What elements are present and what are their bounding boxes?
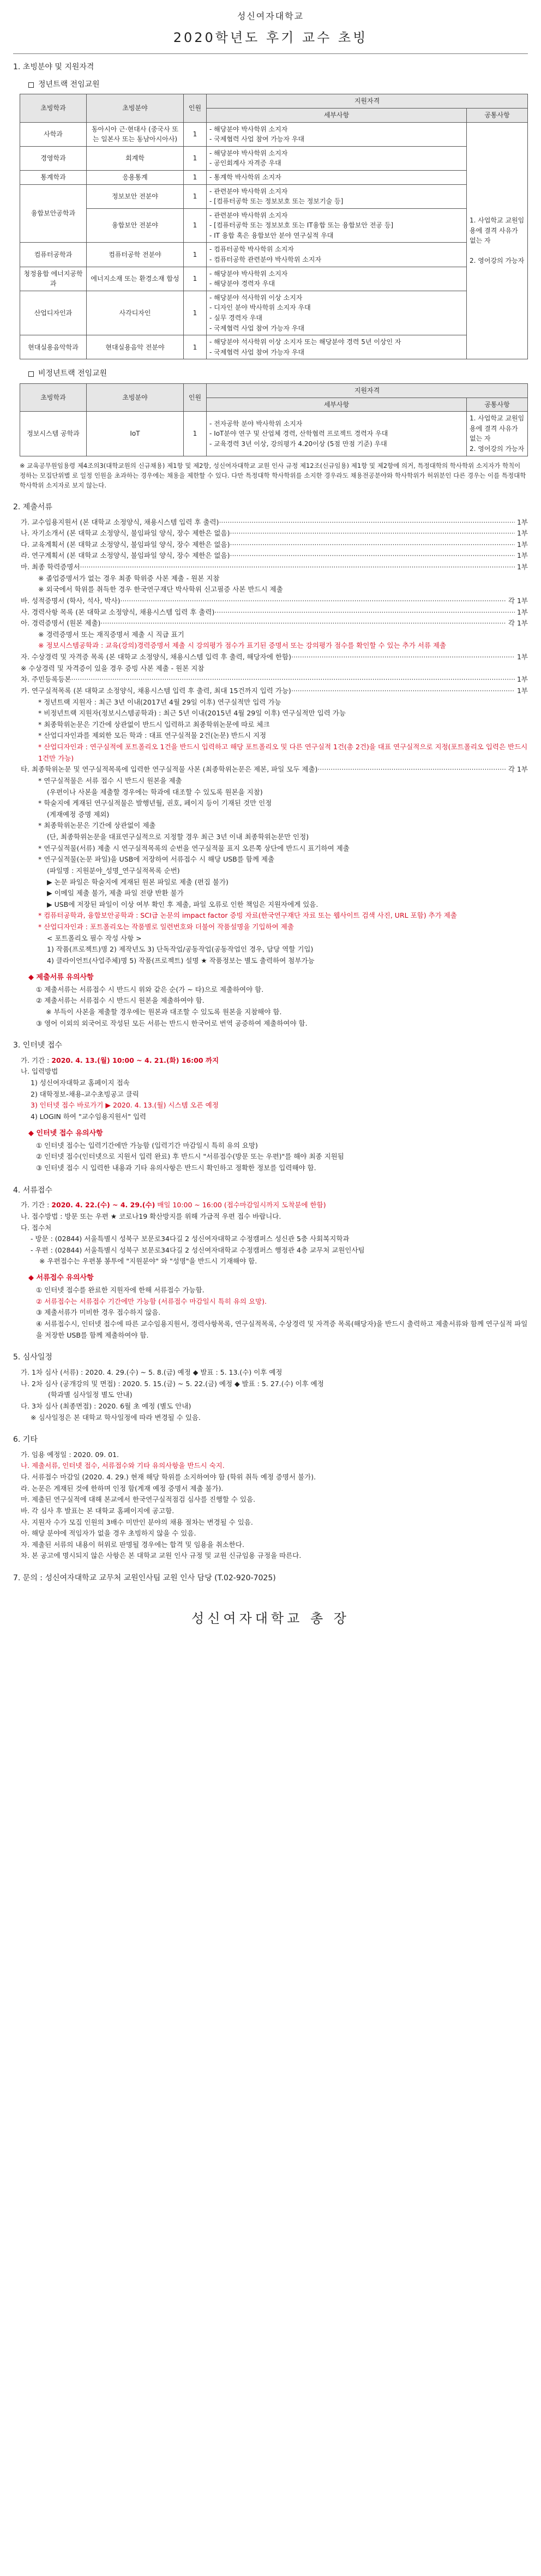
- square-bullet-icon: [28, 82, 34, 88]
- place-line: - 우편 : (02844) 서울특별시 성북구 보문로34다길 2 성신여자대학교 수정캠퍼스 행정관 4층 교무처 교원인사팀: [31, 1245, 365, 1254]
- document-note: 1) 작품(프로젝트)명 2) 제작년도 3) 단독작업/공동작업(공동작업인 경우, 담당 역할 기입): [47, 945, 314, 954]
- document-item-label: 다. 교육계획서 (본 대학교 소정양식, 불임파일 양식, 장수 제한은 없음): [21, 540, 230, 549]
- notice-line: ② 인터넷 접수(인터넷으로 지원서 입력 완료) 후 반드시 "서류접수(방문 또는 우편)"를 해야 최종 지원됨: [36, 1152, 344, 1161]
- cell-dept: 산업디자인과: [20, 291, 87, 335]
- req-item: - 해당분야 박사학위 소지자: [209, 124, 464, 135]
- document-item-count: 각 1부: [508, 765, 528, 774]
- document-item-label: 가. 교수임용지원서 (본 대학교 소정양식, 채용시스템 입력 후 출력): [21, 517, 219, 526]
- reqs-list: [209, 172, 464, 183]
- document-note: * 학술지에 게재된 연구실적물은 발행년월, 권호, 페이지 등이 기재된 것만 인정: [38, 799, 272, 808]
- th-common: 공통사항: [467, 108, 528, 122]
- online-period-value: 2020. 4. 13.(월) 10:00 ~ 4. 21.(화) 16:00 까지: [51, 1056, 219, 1064]
- step-line: 3) 인터넷 접수 바로가기 ▶ 2020. 4. 13.(월) 시스템 오픈 예정: [31, 1101, 219, 1110]
- document-item-label: 마. 최종 학력증명서: [21, 563, 80, 571]
- title-divider: [13, 53, 528, 54]
- leader-dots: [71, 674, 514, 685]
- step-line: 4) LOGIN 하여 "교수임용지원서" 입력: [31, 1112, 147, 1121]
- misc-line: 아. 해당 분야에 적임자가 없을 경우 초빙하지 않을 수 있음.: [21, 1529, 196, 1538]
- document-note: * 연구실적물(논문 파일)을 USB에 저장하여 서류접수 시 해당 USB를 함께 제출: [38, 855, 275, 864]
- document-item: [21, 550, 528, 562]
- cell-num: 1: [184, 208, 207, 243]
- document-note: ※ 경력증명서 또는 재직증명서 제출 시 직급 표기: [38, 630, 184, 639]
- leader-dots: [291, 685, 515, 697]
- notice-line: ③ 제출서류가 미비한 경우 접수하지 않음.: [36, 1308, 161, 1317]
- document-note: * 최종학위논문은 기간에 상관없이 제출: [38, 821, 156, 830]
- req-item: - [컴퓨터공학 또는 정보보호 또는 정보기술 등]: [209, 196, 464, 207]
- table-row: [20, 184, 528, 208]
- cell-dept: 현대실용음악학과: [20, 335, 87, 359]
- th-qual: 지원자격: [207, 94, 528, 109]
- document-note: (우편이나 사본을 제출할 경우에는 학과에 대조할 수 있도록 원본을 지참): [47, 787, 263, 796]
- document-note: * 비정년트랙 지원자(정보시스템공학과) : 최근 5년 이내(2015년 4월 29일 이후) 연구실적만 입력 가능: [38, 709, 346, 718]
- step-line: 1) 성신여자대학교 홈페이지 접속: [31, 1079, 130, 1087]
- track2-table: [20, 383, 528, 456]
- document-item-label: 카. 연구실적목록 (본 대학교 소정양식, 채용시스템 입력 후 출력, 최대 15건까지 입력 가능): [21, 686, 291, 695]
- document-item: [21, 539, 528, 551]
- req-item: - 컴퓨터공학 박사학위 소지자: [209, 244, 464, 255]
- document-item-count: 1부: [516, 675, 528, 684]
- doc-notice-title: ◆ 서류접수 유의사항: [28, 1274, 94, 1283]
- doc-period-value: 2020. 4. 22.(수) ~ 4. 29.(수): [51, 1201, 155, 1209]
- reqs-list: [209, 419, 464, 449]
- cell-reqs: [207, 267, 467, 291]
- reqs-list: [209, 337, 464, 357]
- misc-line: 가. 임용 예정일 : 2020. 09. 01.: [21, 1450, 119, 1459]
- place-line: ※ 우편접수는 우편봉 봉투에 "지원분야" 와 "성명"을 반드시 기재해야 함.: [39, 1257, 257, 1266]
- cell-field: 현대실용음악 전분야: [87, 335, 184, 359]
- document-item-count: 각 1부: [508, 596, 528, 605]
- university-name: 성신여자대학교: [237, 11, 304, 21]
- document-note: * 산업디자인과를 제외한 모든 학과 : 대표 연구실적물 2건(논문) 반드시 지정: [38, 731, 267, 740]
- document-note: * 연구실적물(서류) 제출 시 연구실적목록의 순번을 연구실적물 표지 오른쪽 상단에 반드시 표기하여 제출: [38, 844, 350, 852]
- reqs-list: [209, 186, 464, 207]
- hiring-limit-footnote: ※ 교육공무원임용령 제4조의3(대학교원의 신규채용) 제1항 및 제2항, 성신여자대학교 교원 인사 규정 제12조(신규임용) 제1항 및 제2항에 의거, 특정대학의 학사학위 소지자가 학칙이 정하는 모집단위별 로 일정 인원을 초과하는 경우에는 채용을 제한할 수 있다. 다만 특정대학 학사학위를 소지한 경우라도 채용전공분야와 학사학위가 허위분인 다른 경우는 이를 특정대학 학사학위 소지자로 보지 않는다.: [20, 461, 526, 490]
- cell-field: IoT: [87, 412, 184, 456]
- section-7-contact: 7. 문의 : 성신여자대학교 교무처 교원인사팀 교원 인사 담당 (T.02-920-7025): [13, 1574, 276, 1583]
- notice-line: ② 서류접수는 서류접수 기간에만 가능함 (서류접수 마감일시 특히 유의 요망).: [36, 1297, 267, 1305]
- cell-dept: 융합보안공학과: [20, 184, 87, 243]
- document-item: [21, 595, 528, 607]
- track2-heading: [28, 368, 528, 380]
- document-note: * 산업디자인과 : 포트폴리오는 작품별로 일련번호와 더불어 작품설명을 기입하여 제출: [38, 923, 294, 931]
- reqs-list: [209, 293, 464, 333]
- cell-common: 1. 사업학교 교원임용에 결격 사유가 없는 자 2. 영어강의 가능자: [467, 122, 528, 359]
- th-field: 초빙분야: [87, 384, 184, 412]
- document-item: [21, 652, 528, 663]
- leader-dots: [120, 595, 506, 607]
- cell-num: 1: [184, 335, 207, 359]
- document-note: (단, 최종학위논문을 대표연구실적으로 지정할 경우 최근 3년 이내 최종학위논문만 인정): [47, 833, 309, 841]
- president-signature: 성신여자대학교 총 장: [191, 1610, 350, 1626]
- leader-dots: [214, 607, 515, 618]
- document-notice: [28, 972, 528, 1030]
- square-bullet-icon: [28, 371, 34, 377]
- req-item: - 디자인 분야 박사학위 소지자 우대: [209, 303, 464, 313]
- document-note: * 연구실적물은 서류 접수 시 반드시 원본을 제출: [38, 776, 182, 785]
- reqs-list: [209, 148, 464, 168]
- misc-line: 차. 본 공고에 명시되지 않은 사항은 본 대학교 교원 인사 규정 및 교원 신규임용 규정을 따른다.: [21, 1551, 302, 1560]
- req-item: - 실무 경력자 우대: [209, 313, 464, 323]
- notice-line: ① 제출서류는 서류접수 시 반드시 위와 같은 순(가 ~ 타)으로 제출하여야 함.: [36, 985, 264, 994]
- cell-num: 1: [184, 243, 207, 267]
- document-item-label: 라. 연구계획서 (본 대학교 소정양식, 불임파일 양식, 장수 제한은 없음): [21, 551, 230, 560]
- document-note: * 컴퓨터공학과, 융합보안공학과 : SCI급 논문의 impact factor 증빙 자료(한국연구재단 자료 또는 웹사이트 검색 사진, URL 포함) 추가 제출: [38, 911, 457, 920]
- th-dept: 초빙학과: [20, 94, 87, 122]
- document-note: ▶ 이메일 제출 불가, 제출 파일 전량 반환 불가: [47, 889, 184, 898]
- document-note: ▶ USB에 저장된 파일이 이상 여부 확인 후 제출, 파일 오류로 인한 책임은 지원자에게 있음.: [47, 900, 318, 908]
- leader-dots: [230, 528, 515, 539]
- track1-table-wrap: [20, 94, 528, 359]
- misc-line: 마. 제출된 연구실적에 대해 본교에서 한국연구실적점검 심사를 진행할 수 있음.: [21, 1495, 256, 1504]
- document-item: [21, 517, 528, 528]
- document-item-count: 1부: [516, 529, 528, 538]
- cell-reqs: [207, 208, 467, 243]
- doc-notice: [28, 1273, 528, 1341]
- cell-dept: 통계학과: [20, 170, 87, 184]
- cell-num: 1: [184, 146, 207, 170]
- track1-table: [20, 94, 528, 359]
- cell-dept: 사학과: [20, 122, 87, 146]
- cell-dept: 정보시스템 공학과: [20, 412, 87, 456]
- th-basic: 세부사항: [207, 398, 467, 412]
- notice-line: ④ 서류접수시, 인터넷 접수에 따른 교수임용지원서, 경력사항목록, 연구실적목록, 수상경력 및 자격증 목록(해당자)을 반드시 출력하고 제출서류와 함께 연구실적 파일을 저장한 USB를 함께 제출하여야 함.: [36, 1320, 528, 1339]
- online-method: 나. 입력방법: [21, 1067, 58, 1076]
- document-item-label: 사. 경력사항 목록 (본 대학교 소정양식, 채용시스템 입력 후 출력): [21, 607, 215, 616]
- document-note: ※ 졸업증명서가 없는 경우 최종 학위증 사본 제출 - 원본 지참: [38, 574, 220, 582]
- cell-reqs: [207, 335, 467, 359]
- schedule-line: 나. 2차 심사 (공개강의 및 면접) : 2020. 5. 15.(금) ~ 5. 22.(금) 예정 ◆ 발표 : 5. 27.(수) 이후 예정: [21, 1379, 324, 1388]
- section-4-heading: 4. 서류접수: [13, 1185, 52, 1195]
- table-row: [20, 146, 528, 170]
- req-item: - 해당분야 박사학위 소지자: [209, 148, 464, 159]
- cell-reqs: [207, 291, 467, 335]
- req-item: - 국제협력 사업 참여 가능자 우대: [209, 134, 464, 145]
- cell-reqs: [207, 243, 467, 267]
- document-item-label: 아. 경력증명서 (원본 제출): [21, 619, 101, 628]
- document-note: ▶ 논문 파일은 학술지에 게재된 원본 파일로 제출 (편집 불가): [47, 877, 229, 886]
- track2-table-wrap: [20, 383, 528, 456]
- req-item: - 관련분야 박사학위 소지자: [209, 210, 464, 221]
- cell-num: 1: [184, 291, 207, 335]
- req-item: - [컴퓨터공학 또는 정보보호 또는 IT융합 또는 융합보안 전공 등]: [209, 220, 464, 231]
- leader-dots: [230, 539, 515, 551]
- document-notice-title: ◆ 제출서류 유의사항: [28, 973, 94, 982]
- document-note: < 포트폴리오 필수 작성 사항 >: [47, 934, 142, 942]
- misc-line: 다. 서류접수 마감일 (2020. 4. 29.) 현재 해당 학위를 소지하여야 함 (학위 취득 예정 증명서 불가).: [21, 1473, 316, 1482]
- reqs-list: [209, 244, 464, 264]
- online-notice-title: ◆ 인터넷 접수 유의사항: [28, 1129, 103, 1137]
- req-item: - 해당분야 석사학위 이상 소지자: [209, 293, 464, 303]
- cell-common: 1. 사업학교 교원임용에 결격 사유가 없는 자 2. 영어강의 가능자: [467, 412, 528, 456]
- schedule-line: 가. 1차 심사 (서류) : 2020. 4. 29.(수) ~ 5. 8.(금) 예정 ◆ 발표 : 5. 13.(수) 이후 예정: [21, 1368, 282, 1377]
- document-note: * 최종학위논문은 기간에 상관없이 반드시 입력하고 최종학위논문에 따로 체크: [38, 720, 270, 729]
- doc-method: 나. 접수방법 : 방문 또는 우편 ★ 코로나19 확산방지를 위해 가급적 우편 접수 바랍니다.: [21, 1212, 281, 1220]
- document-item-label: 바. 성적증명서 (학사, 석사, 박사): [21, 596, 121, 605]
- req-item: - 해당분야 박사학위 소지자: [209, 269, 464, 279]
- th-basic: 세부사항: [207, 108, 467, 122]
- document-item-count: 1부: [516, 517, 528, 526]
- document-list: [21, 517, 528, 967]
- req-item: - 통계학 박사학위 소지자: [209, 172, 464, 183]
- schedule-line: 다. 3차 심사 (최종면접) : 2020. 6월 초 예정 (별도 안내): [21, 1401, 191, 1410]
- leader-dots: [219, 517, 515, 528]
- cell-num: 1: [184, 412, 207, 456]
- cell-reqs: [207, 184, 467, 208]
- track1-heading: [28, 79, 528, 91]
- document-item-label: 나. 자기소개서 (본 대학교 소정양식, 불임파일 양식, 장수 제한은 없음): [21, 529, 230, 538]
- section-3-heading: 3. 인터넷 접수: [13, 1041, 62, 1050]
- cell-field: 융합보안 전분야: [87, 208, 184, 243]
- req-item: - 컴퓨터공학 관련분야 박사학위 소지자: [209, 255, 464, 265]
- notice-line: ※ 부득이 사본을 제출할 경우에는 원본과 대조할 수 있도록 원본을 지참해야 함.: [46, 1007, 282, 1016]
- th-dept: 초빙학과: [20, 384, 87, 412]
- document-item-count: 1부: [516, 563, 528, 571]
- track1-title: 정년트랙 전임교원: [38, 80, 100, 89]
- section-5-heading: 5. 심사일정: [13, 1353, 52, 1362]
- document-item: [21, 663, 528, 675]
- reqs-list: [209, 269, 464, 289]
- notice-line: ③ 영어 이외의 외국어로 작성된 모든 서류는 반드시 한국어로 번역 공증하여 제출하여야 함.: [36, 1019, 308, 1027]
- cell-dept: 컴퓨터공학과: [20, 243, 87, 267]
- document-item: [21, 685, 528, 697]
- req-item: - IoT분야 연구 및 산업체 경력, 산학협력 프로젝트 경력자 우대: [209, 429, 464, 439]
- cell-field: 컴퓨터공학 전분야: [87, 243, 184, 267]
- cell-field: 회계학: [87, 146, 184, 170]
- table-row: [20, 267, 528, 291]
- document-note: * 산업디자인과 : 연구실적에 포트폴리오 1건을 반드시 입력하고 해당 포트폴리오 및 다른 연구실적 1건(총 2건)을 대표 연구실적으로 지정(포트폴리오 입력은 반드시 1건만 가능): [38, 743, 528, 762]
- document-item: [21, 607, 528, 618]
- leader-dots: [317, 764, 506, 775]
- doc-period: [21, 1200, 528, 1211]
- section-6-heading: 6. 기타: [13, 1435, 38, 1445]
- cell-reqs: [207, 412, 467, 456]
- notice-line: ① 인터넷 접수는 입력기간에만 가능함 (입력기간 마감일시 특히 유의 요망): [36, 1141, 258, 1149]
- section-2-heading: 2. 제출서류: [13, 502, 52, 511]
- table-row: [20, 291, 528, 335]
- cell-num: 1: [184, 170, 207, 184]
- track2-title: 비정년트랙 전임교원: [38, 369, 107, 378]
- cell-dept: 청정융합 에너지공학과: [20, 267, 87, 291]
- document-item: [21, 528, 528, 539]
- table-row: [20, 412, 528, 456]
- doc-period-label: 가. 기간 :: [21, 1201, 52, 1209]
- req-item: - 전자공학 분야 박사학위 소지자: [209, 419, 464, 429]
- th-field: 초빙분야: [87, 94, 184, 122]
- document-item-label: 자. 수상경력 및 자격증 목록 (본 대학교 소정양식, 채용시스템 입력 후 출력, 해당자에 한함): [21, 653, 291, 661]
- th-num: 인원: [184, 384, 207, 412]
- page-title: 2020학년도 후기 교수 초빙: [173, 29, 368, 45]
- misc-line: 나. 제출서류, 인터넷 접수, 서류접수와 기타 유의사항을 반드시 숙지.: [21, 1461, 225, 1470]
- cell-field: 에너지소재 또는 환경소재 합성: [87, 267, 184, 291]
- misc-line: 라. 논문은 게재된 것에 한하며 인정 함(게재 예정 증명서 제출 불가).: [21, 1484, 224, 1492]
- document-note: ※ 외국에서 학위를 취득한 경우 한국연구재단 박사학위 신고필증 사본 반드시 제출: [38, 585, 283, 594]
- leader-dots: [230, 550, 515, 562]
- doc-place-label: 다. 접수처: [21, 1223, 52, 1232]
- misc-line: 바. 각 심사 후 발표는 본 대학교 홈페이지에 공고함.: [21, 1506, 175, 1515]
- section-1-heading: 1. 초빙분야 및 지원자격: [13, 62, 94, 71]
- document-note: (파일명 : 지원분야_성명_연구실적목록 순번): [47, 866, 180, 875]
- doc-period-rest: 매일 10:00 ~ 16:00 (접수마감일시까지 도착분에 한함): [155, 1201, 326, 1209]
- reqs-list: [209, 124, 464, 145]
- document-item: [21, 562, 528, 573]
- th-num: 인원: [184, 94, 207, 122]
- document-item: [21, 674, 528, 685]
- reqs-list: [209, 210, 464, 241]
- place-line: - 방문 : (02844) 서울특별시 성북구 보문로34다길 2 성신여자대학교 수정캠퍼스 성신관 5층 사회복지학과: [31, 1235, 350, 1243]
- cell-field: 사각디자인: [87, 291, 184, 335]
- cell-num: 1: [184, 267, 207, 291]
- document-note: ※ 정보시스템공학과 : 교육(강의)경력증명서 제출 시 강의평가 점수가 표기된 증명서 또는 강의평가 점수를 확인할 수 있는 추가 서류 제출: [38, 641, 447, 650]
- document-note: 4) 클라이언트(사업주체)명 5) 작품(프로젝트) 설명 ★ 작품정보는 별도 출력하여 첨부가능: [47, 956, 315, 965]
- misc-line: 사. 지원자 수가 모집 인원의 3배수 미만인 분야의 채용 절차는 변경될 수 있음.: [21, 1518, 253, 1526]
- document-item-label: ※ 수상경력 및 자격증이 있을 경우 증빙 사본 제출 - 원본 지참: [21, 664, 205, 672]
- cell-reqs: [207, 146, 467, 170]
- cell-num: 1: [184, 122, 207, 146]
- req-item: - 해당분야 석사학위 이상 소지자 또는 해당분야 경력 5년 이상인 자: [209, 337, 464, 347]
- document-item-count: 1부: [516, 607, 528, 616]
- cell-field: 정보보안 전분야: [87, 184, 184, 208]
- table-row: [20, 243, 528, 267]
- document-item-count: 1부: [516, 540, 528, 549]
- notice-line: ② 제출서류는 서류접수 시 반드시 원본을 제출하여야 함.: [36, 996, 205, 1005]
- online-period-label: 가. 기간 :: [21, 1056, 52, 1064]
- cell-reqs: [207, 170, 467, 184]
- table-row: [20, 170, 528, 184]
- online-period: [21, 1055, 528, 1067]
- table-row: [20, 122, 528, 146]
- req-item: - 관련분야 박사학위 소지자: [209, 186, 464, 197]
- cell-field: 응용통계: [87, 170, 184, 184]
- req-item: - 해당분야 경력자 우대: [209, 279, 464, 289]
- cell-dept: 경영학과: [20, 146, 87, 170]
- leader-dots: [80, 562, 515, 573]
- leader-dots: [291, 652, 515, 663]
- th-qual: 지원자격: [207, 384, 528, 398]
- th-common: 공통사항: [467, 398, 528, 412]
- document-item-count: 1부: [516, 551, 528, 560]
- document-item-label: 타. 최종학위논문 및 연구실적목록에 입력한 연구실적물 사본 (최종학위논문은 제본, 파일 모두 제출): [21, 765, 318, 774]
- leader-dots: [100, 618, 506, 629]
- req-item: - 교육경력 3년 이상, 강의평가 4.20이상 (5점 만점 기준) 우대: [209, 439, 464, 449]
- document-item: [21, 764, 528, 775]
- document-note: * 정년트랙 지원자 : 최근 3년 이내(2017년 4월 29일 이후) 연구실적만 입력 가능: [38, 697, 281, 706]
- cell-field: 동아시아 근·현대사 (중국사 또는 일본사 또는 동남아시아사): [87, 122, 184, 146]
- step-line: 2) 대학정보-채용-교수초빙공고 클릭: [31, 1090, 139, 1098]
- req-item: - 국제협력 사업 참여 가능자 우대: [209, 347, 464, 358]
- document-item-count: 각 1부: [508, 619, 528, 628]
- schedule-line: ※ 심사일정은 본 대학교 학사일정에 따라 변경될 수 있음.: [31, 1413, 201, 1422]
- cell-reqs: [207, 122, 467, 146]
- document-item-count: 1부: [516, 686, 528, 695]
- req-item: - 국제협력 사업 참여 가능자 우대: [209, 323, 464, 334]
- table-row: [20, 335, 528, 359]
- document-item-count: 1부: [516, 653, 528, 661]
- online-notice: [28, 1128, 528, 1174]
- document-item: [21, 618, 528, 629]
- misc-line: 자. 제출된 서류의 내용이 허위로 판명될 경우에는 합격 및 임용을 취소한다.: [21, 1540, 244, 1549]
- req-item: - 공인회계사 자격증 우대: [209, 158, 464, 168]
- document-note: (게재예정 증명 제외): [47, 810, 110, 818]
- cell-num: 1: [184, 184, 207, 208]
- notice-line: ③ 인터넷 접수 시 입력한 내용과 기타 유의사항은 반드시 확인하고 정확한 정보를 입력해야 함.: [36, 1164, 316, 1172]
- req-item: - IT 융합 혹은 융합보안 분야 연구실적 우대: [209, 231, 464, 241]
- schedule-line: (학과별 심사일정 별도 안내): [48, 1391, 133, 1399]
- document-item-label: 차. 주민등록등본: [21, 675, 71, 684]
- table-row: [20, 208, 528, 243]
- notice-line: ① 인터넷 접수를 완료한 지원자에 한해 서류접수 가능함.: [36, 1286, 205, 1295]
